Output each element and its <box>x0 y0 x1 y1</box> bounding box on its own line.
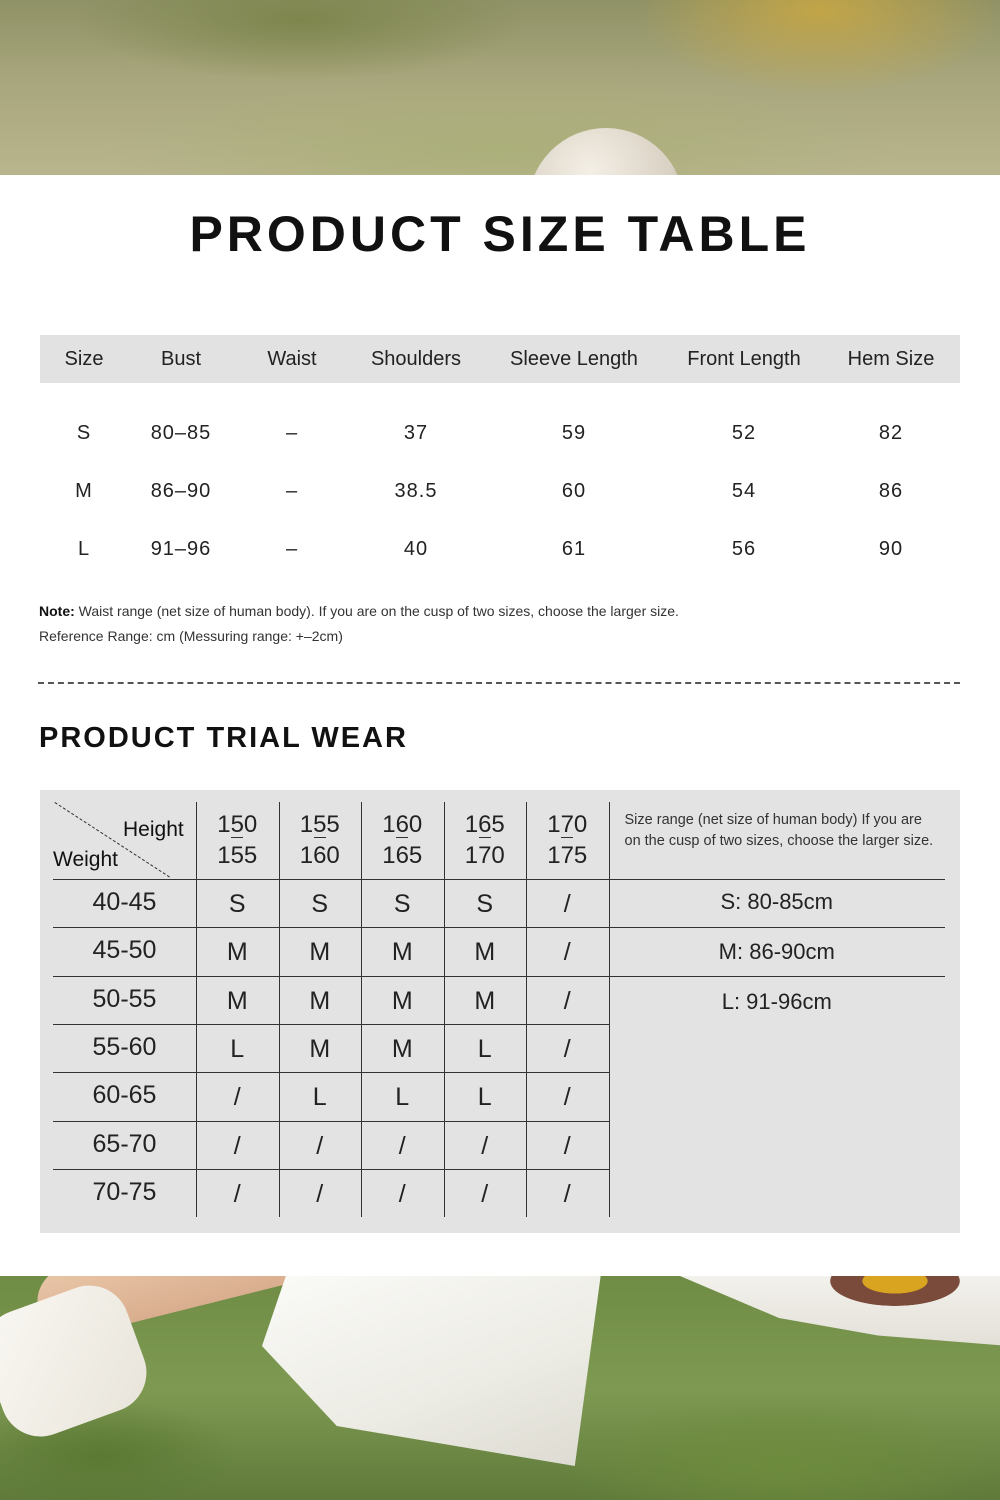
cell-bust: 91–96 <box>150 537 212 560</box>
height-min: 165 <box>464 811 505 838</box>
cell-shoulders: 40 <box>403 537 429 560</box>
cell-hem-size: 86 <box>878 479 904 502</box>
size-recommendation: L <box>230 1034 245 1063</box>
size-recommendation: / <box>563 938 571 967</box>
size-recommendation: / <box>481 1179 489 1208</box>
grid-horizontal-line <box>53 976 945 977</box>
cell-shoulders: 38.5 <box>394 479 438 502</box>
cell-waist: – <box>285 537 299 560</box>
cell-size: L <box>77 537 91 560</box>
range-note-line: on the cusp of two sizes, choose the larger size. <box>624 833 934 849</box>
header-waist: Waist <box>267 347 317 370</box>
header-bust: Bust <box>160 347 202 370</box>
cell-front-length: 56 <box>731 537 757 560</box>
section-divider <box>38 682 960 684</box>
bust-range-value: L: 91-96cm <box>721 989 832 1014</box>
header-hem-size: Hem Size <box>847 347 935 370</box>
height-max: 155 <box>217 842 258 869</box>
grid-horizontal-line <box>53 1121 609 1122</box>
grid-horizontal-line <box>53 1072 609 1073</box>
size-recommendation: S <box>476 890 494 918</box>
size-table <box>40 335 960 578</box>
size-recommendation: / <box>563 890 571 918</box>
grid-horizontal-line <box>53 1169 609 1170</box>
size-recommendation: M <box>309 938 331 967</box>
size-recommendation: M <box>309 1034 331 1063</box>
header-front-length: Front Length <box>687 347 801 370</box>
cell-sleeve-length: 59 <box>561 421 587 444</box>
size-recommendation: / <box>563 1179 571 1208</box>
size-recommendation: / <box>398 1179 406 1208</box>
height-max: 160 <box>299 842 340 869</box>
size-recommendation: S <box>311 890 329 918</box>
note-label: Note: <box>39 603 75 619</box>
bust-range-value: M: 86-90cm <box>718 939 835 964</box>
cell-front-length: 54 <box>731 479 757 502</box>
header-shoulders: Shoulders <box>370 347 462 370</box>
size-recommendation: / <box>398 1131 406 1160</box>
bottom-lifestyle-photo <box>0 1276 1000 1500</box>
cell-bust: 86–90 <box>150 479 212 502</box>
size-recommendation: / <box>563 986 571 1015</box>
height-column-header <box>196 806 279 874</box>
corner-height-label: Height <box>123 818 184 841</box>
range-note-line: Size range (net size of human body) If you are <box>624 812 922 828</box>
cell-sleeve-length: 60 <box>561 479 587 502</box>
size-recommendation: / <box>233 1131 241 1160</box>
size-recommendation: / <box>233 1179 241 1208</box>
size-recommendation: / <box>563 1131 571 1160</box>
size-recommendation: L <box>477 1034 492 1063</box>
cell-bust: 80–85 <box>150 421 212 444</box>
size-recommendation: / <box>316 1179 324 1208</box>
size-recommendation: M <box>391 986 413 1015</box>
corner-weight-label: Weight <box>53 848 118 871</box>
size-recommendation: L <box>395 1083 410 1112</box>
knit-hat-graphic <box>528 128 684 175</box>
height-max: 175 <box>547 842 588 869</box>
size-recommendation: / <box>563 1083 571 1112</box>
header-sleeve-length: Sleeve Length <box>510 347 638 370</box>
cell-hem-size: 82 <box>878 421 904 444</box>
weight-range: 55-60 <box>92 1032 157 1061</box>
size-table-title: PRODUCT SIZE TABLE <box>189 206 811 262</box>
height-max: 170 <box>464 842 505 869</box>
size-recommendation: M <box>474 986 496 1015</box>
reference-range-text: Reference Range: cm (Messuring range: +–2cm) <box>39 628 343 644</box>
height-column-header <box>526 806 609 874</box>
height-min: 150 <box>217 811 258 838</box>
trial-wear-chart <box>40 790 960 1233</box>
grid-horizontal-line <box>53 1024 609 1025</box>
size-recommendation: M <box>226 938 248 967</box>
size-recommendation: / <box>481 1131 489 1160</box>
note-text: Waist range (net size of human body). If you are on the cusp of two sizes, choose the larger size. <box>74 603 679 619</box>
cell-size: M <box>75 479 93 502</box>
height-min: 155 <box>299 811 340 838</box>
weight-range: 50-55 <box>92 984 157 1013</box>
cell-hem-size: 90 <box>878 537 904 560</box>
trial-wear-title: PRODUCT TRIAL WEAR <box>39 722 408 754</box>
height-max: 165 <box>382 842 423 869</box>
note-line <box>39 599 679 624</box>
height-column-header <box>279 806 362 874</box>
size-recommendation: M <box>474 938 496 967</box>
height-min: 170 <box>547 811 588 838</box>
grid-horizontal-line <box>53 879 945 880</box>
cell-shoulders: 37 <box>403 421 429 444</box>
size-recommendation: / <box>563 1034 571 1063</box>
size-recommendation: / <box>233 1083 241 1112</box>
dress-hem-graphic <box>262 1276 602 1466</box>
table-row <box>40 462 960 520</box>
cell-waist: – <box>285 421 299 444</box>
weight-range: 70-75 <box>92 1177 157 1206</box>
weight-range: 60-65 <box>92 1081 157 1110</box>
weight-range: 45-50 <box>92 936 157 965</box>
height-column-header <box>444 806 527 874</box>
size-range-note <box>625 810 952 852</box>
height-column-header <box>361 806 444 874</box>
size-recommendation: M <box>226 986 248 1015</box>
weight-range: 65-70 <box>92 1129 157 1158</box>
bust-range-value: S: 80-85cm <box>720 889 833 914</box>
header-size: Size <box>64 347 104 370</box>
size-recommendation: S <box>228 890 246 918</box>
size-recommendation: S <box>393 890 411 918</box>
height-min: 160 <box>382 811 423 838</box>
cell-front-length: 52 <box>731 421 757 444</box>
top-lifestyle-photo <box>0 0 1000 175</box>
table-row <box>40 404 960 462</box>
size-recommendation: / <box>316 1131 324 1160</box>
table-row <box>40 520 960 578</box>
size-recommendation: M <box>391 938 413 967</box>
size-note <box>39 599 679 649</box>
size-table-body <box>40 404 960 578</box>
size-table-header <box>40 335 960 383</box>
cell-sleeve-length: 61 <box>561 537 587 560</box>
size-recommendation: M <box>391 1034 413 1063</box>
size-recommendation: M <box>309 986 331 1015</box>
size-recommendation: L <box>312 1083 327 1112</box>
size-recommendation: L <box>477 1083 492 1112</box>
cell-size: S <box>76 421 92 444</box>
grid-horizontal-line <box>53 927 945 928</box>
cell-waist: – <box>285 479 299 502</box>
weight-range: 40-45 <box>92 888 157 916</box>
